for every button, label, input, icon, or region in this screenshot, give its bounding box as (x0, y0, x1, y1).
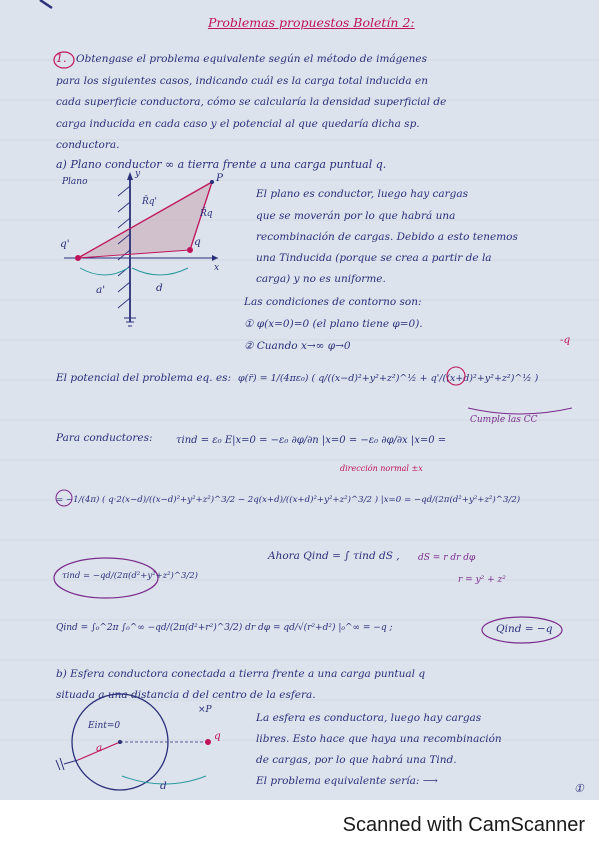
derivative-step-equation: = −1/(4π) ( q·2(x−d)/((x−d)²+y²+z²)^3/2 − 2q(x+d)/((x+d)²+y²+z²)^3/2 ) |x=0 = −qd/(2π(d²+y²+z²)^3/2) (56, 495, 521, 505)
part-b-heading-line-1: b) Esfera conductora conectada a tierra frente a una carga puntual q (56, 668, 426, 680)
statement-line-3: cada superficie conductora, cómo se calcularía la densidad superficial de (56, 96, 447, 108)
fig-b-eint-label: Eint=0 (88, 721, 121, 731)
conductores-label: Para conductores: (56, 432, 153, 444)
scanner-watermark-text: Scanned with CamScanner (342, 814, 585, 836)
r-note: r = y² + z² (458, 575, 506, 585)
fig-a-rqprime-label: R̄q' (142, 197, 158, 207)
fig-b-d-label: d (160, 780, 167, 792)
explanation-b-line-4: El problema equivalente sería: ⟶ (256, 775, 438, 787)
ds-note: dS = r dr dφ (418, 553, 476, 563)
statement-line-1: Obtengase el problema equivalente según el método de imágenes (76, 53, 427, 65)
cumple-cc-note: Cumple las CC (470, 415, 538, 425)
explanation-a-line-2: que se moverán por lo que habrá una (256, 210, 456, 222)
q-prime-note: -q (560, 334, 571, 346)
part-a-heading: a) Plano conductor ∞ a tierra frente a una carga puntual q. (56, 158, 387, 171)
explanation-a-line-1: El plano es conductor, luego hay cargas (256, 188, 469, 200)
statement-line-5: conductora. (56, 139, 120, 151)
statement-line-4: carga inducida en cada caso y el potencial al que quedaría dicha sp. (56, 118, 420, 130)
explanation-a-line-6: Las condiciones de contorno son: (244, 296, 422, 308)
fig-a-x-label: x (214, 263, 220, 273)
potential-label: El potencial del problema eq. es: (56, 372, 232, 384)
fig-a-rq-label: R̄q (200, 209, 213, 219)
boundary-condition-2: ② Cuando x→∞ φ→0 (244, 340, 351, 352)
ahora-label: Ahora Qind = ∫ τind dS , (268, 550, 400, 562)
direccion-normal-note: dirección normal ±x (340, 464, 423, 473)
boundary-condition-1: ① φ(x=0)=0 (el plano tiene φ=0). (244, 318, 423, 330)
page-number: ① (574, 782, 584, 795)
scanner-footer (0, 800, 599, 848)
qind-boxed-result: Qind = −q (496, 623, 553, 635)
part-b-heading-line-2: situada a una distancia d del centro de la esfera. (56, 689, 316, 701)
boxed-tau-result: τind = −qd/(2π(d²+y²+z²)^3/2) (62, 571, 198, 581)
qind-equation: Qind = ∫₀^2π ∫₀^∞ −qd/(2π(d²+r²)^3/2) dr dφ = qd/√(r²+d²) |₀^∞ = −q ; (56, 623, 393, 633)
explanation-a-line-3: recombinación de cargas. Debido a esto tenemos (256, 231, 518, 243)
explanation-b-line-2: libres. Esto hace que haya una recombinación (256, 733, 502, 745)
problem-number: 1. (56, 52, 67, 65)
explanation-a-line-5: carga) y no es uniforme. (256, 273, 386, 285)
fig-a-d-label: d (156, 282, 163, 294)
fig-b-a-label: a (96, 742, 103, 754)
fig-a-qprime-label: q' (60, 238, 70, 250)
potential-equation: φ(r̄) = 1/(4πε₀) ( q/((x−d)²+y²+z²)^½ + q'/((x+d)²+y²+z²)^½ ) (238, 373, 539, 384)
fig-b-p-label: ×P (198, 705, 212, 715)
tau-equation: τind = ε₀ E|x=0 = −ε₀ ∂φ/∂n |x=0 = −ε₀ ∂φ/∂x |x=0 = (176, 435, 447, 446)
explanation-b-line-1: La esfera es conductora, luego hay cargas (256, 712, 482, 724)
statement-line-2: para los siguientes casos, indicando cuál es la carga total inducida en (56, 75, 428, 87)
fig-a-plano-label: Plano (62, 177, 88, 187)
fig-a-q-label: q (194, 236, 201, 248)
page-title: Problemas propuestos Boletín 2: (208, 15, 415, 30)
fig-a-y-label: y (135, 169, 141, 179)
explanation-b-line-3: de cargas, por lo que habrá una Tind. (256, 754, 457, 766)
fig-a-p-label: P (216, 172, 224, 184)
fig-b-q-label: q (214, 730, 221, 742)
explanation-a-line-4: una Tinducida (porque se crea a partir de la (256, 252, 492, 264)
fig-a-a-label: a' (96, 284, 106, 296)
